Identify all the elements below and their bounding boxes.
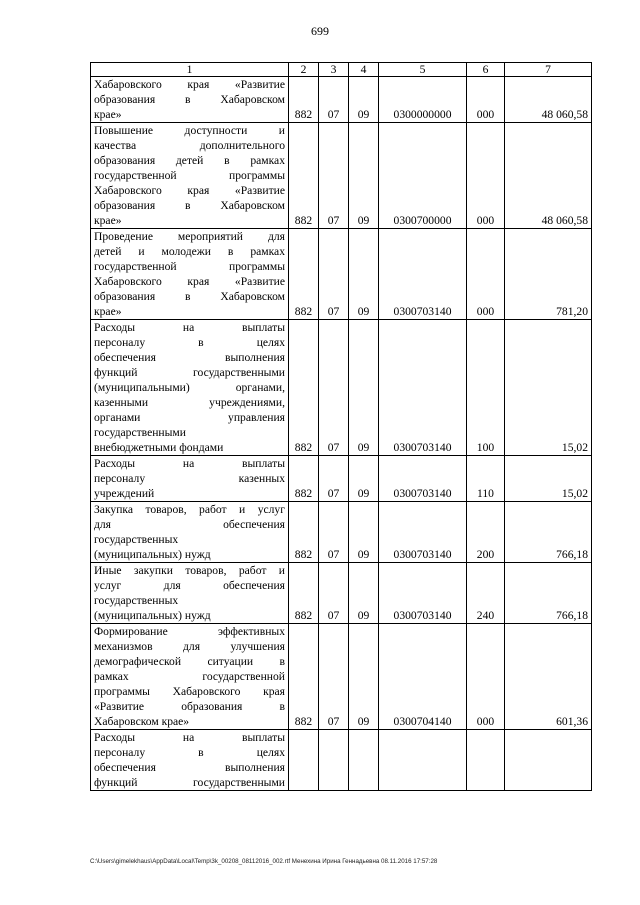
description-line: органами управления [94,411,285,424]
subsection-code: 09 [349,456,379,502]
expense-type-code: 100 [467,320,505,456]
col-header-3: 3 [319,63,349,77]
table-row [91,320,592,456]
description-line: «Развитие образования в [94,700,285,713]
subsection-code [349,730,379,791]
description-line: государственной программы [94,260,285,273]
target-article-code: 0300703140 [379,229,467,320]
row-description [91,563,289,624]
expense-type-code: 240 [467,563,505,624]
col-header-6: 6 [467,63,505,77]
gr-code: 882 [289,563,319,624]
target-article-code: 0300700000 [379,123,467,229]
table-row [91,624,592,730]
amount [505,730,592,791]
description-line: демографической ситуации в [94,655,285,668]
description-line: Хабаровском крае» [94,715,190,728]
description-line: крае» [94,214,122,227]
section-code: 07 [319,320,349,456]
expense-type-code: 000 [467,624,505,730]
description-line: образования в Хабаровском [94,93,285,106]
description-line: Хабаровского края «Развитие [94,78,285,91]
expense-type-code: 200 [467,502,505,563]
row-description [91,730,289,791]
row-description [91,123,289,229]
subsection-code: 09 [349,320,379,456]
description-line: образования в Хабаровском [94,290,285,303]
table-row [91,563,592,624]
budget-table [90,62,592,791]
description-line: Повышение доступности и [94,124,285,137]
description-line: рамках государственной [94,670,285,683]
col-header-2: 2 [289,63,319,77]
gr-code: 882 [289,502,319,563]
description-line: для обеспечения [94,518,285,531]
page-number: 699 [311,24,329,38]
description-line: государственной программы [94,169,285,182]
description-line: функций государственными [94,776,285,789]
description-line: государственными [94,426,186,439]
amount: 766,18 [505,563,592,624]
description-line: образования в Хабаровском [94,199,285,212]
description-line: Хабаровского края «Развитие [94,184,285,197]
description-line: услуг для обеспечения [94,579,285,592]
gr-code: 882 [289,229,319,320]
table-row [91,456,592,502]
expense-type-code: 000 [467,77,505,123]
amount: 48 060,58 [505,77,592,123]
expense-type-code [467,730,505,791]
col-header-4: 4 [349,63,379,77]
section-code: 07 [319,563,349,624]
section-code: 07 [319,229,349,320]
subsection-code: 09 [349,229,379,320]
description-line: Расходы на выплаты [94,321,285,334]
description-line: государственных [94,594,179,607]
target-article-code: 0300703140 [379,563,467,624]
description-line: Закупка товаров, работ и услуг [94,503,285,516]
row-description [91,320,289,456]
description-line: детей и молодежи в рамках [94,245,285,258]
description-line: государственных [94,533,179,546]
row-description [91,229,289,320]
description-line: механизмов для улучшения [94,640,285,653]
target-article-code: 0300704140 [379,624,467,730]
section-code: 07 [319,123,349,229]
row-description [91,624,289,730]
section-code: 07 [319,77,349,123]
row-description [91,502,289,563]
expense-type-code: 110 [467,456,505,502]
section-code: 07 [319,502,349,563]
description-line: программы Хабаровского края [94,685,285,698]
gr-code: 882 [289,123,319,229]
col-header-1: 1 [91,63,289,77]
description-line: крае» [94,305,122,318]
description-line: (муниципальных) нужд [94,609,211,622]
amount: 601,36 [505,624,592,730]
subsection-code: 09 [349,77,379,123]
col-header-7: 7 [505,63,592,77]
description-line: Проведение мероприятий для [94,230,285,243]
description-line: функций государственными [94,366,285,379]
description-line: учреждений [94,487,155,500]
amount: 48 060,58 [505,123,592,229]
description-line: казенными учреждениями, [94,396,285,409]
description-line: (муниципальными) органами, [94,381,285,394]
subsection-code: 09 [349,624,379,730]
description-line: персоналу в целях [94,336,285,349]
gr-code [289,730,319,791]
col-header-5: 5 [379,63,467,77]
description-line: обеспечения выполнения [94,761,285,774]
description-line: обеспечения выполнения [94,351,285,364]
description-line: крае» [94,108,122,121]
description-line: внебюджетными фондами [94,441,224,454]
description-line: Иные закупки товаров, работ и [94,564,285,577]
description-line: Расходы на выплаты [94,457,285,470]
description-line: Формирование эффективных [94,625,285,638]
target-article-code [379,730,467,791]
table-row [91,229,592,320]
file-path-footer: C:\Users\gimelekhaus\AppData\Local\Temp\3k_00208_08112016_002.rtf Менехина Ирина Геннадьевна 08.11.2016 17:57:28 [90,858,438,865]
expense-type-code: 000 [467,229,505,320]
target-article-code: 0300703140 [379,320,467,456]
amount: 766,18 [505,502,592,563]
description-line: качества дополнительного [94,139,285,152]
description-line: Хабаровского края «Развитие [94,275,285,288]
table-row [91,502,592,563]
subsection-code: 09 [349,502,379,563]
gr-code: 882 [289,77,319,123]
gr-code: 882 [289,320,319,456]
section-code: 07 [319,456,349,502]
table-row [91,123,592,229]
section-code [319,730,349,791]
gr-code: 882 [289,624,319,730]
amount: 15,02 [505,456,592,502]
target-article-code: 0300703140 [379,456,467,502]
table-row [91,730,592,791]
description-line: (муниципальных) нужд [94,548,211,561]
subsection-code: 09 [349,563,379,624]
row-description [91,456,289,502]
description-line: образования детей в рамках [94,154,285,167]
description-line: персоналу казенных [94,472,285,485]
gr-code: 882 [289,456,319,502]
header-row [91,63,592,77]
table-row [91,77,592,123]
description-line: персоналу в целях [94,746,285,759]
amount: 15,02 [505,320,592,456]
target-article-code: 0300703140 [379,502,467,563]
subsection-code: 09 [349,123,379,229]
amount: 781,20 [505,229,592,320]
section-code: 07 [319,624,349,730]
row-description [91,77,289,123]
target-article-code: 0300000000 [379,77,467,123]
description-line: Расходы на выплаты [94,731,285,744]
expense-type-code: 000 [467,123,505,229]
